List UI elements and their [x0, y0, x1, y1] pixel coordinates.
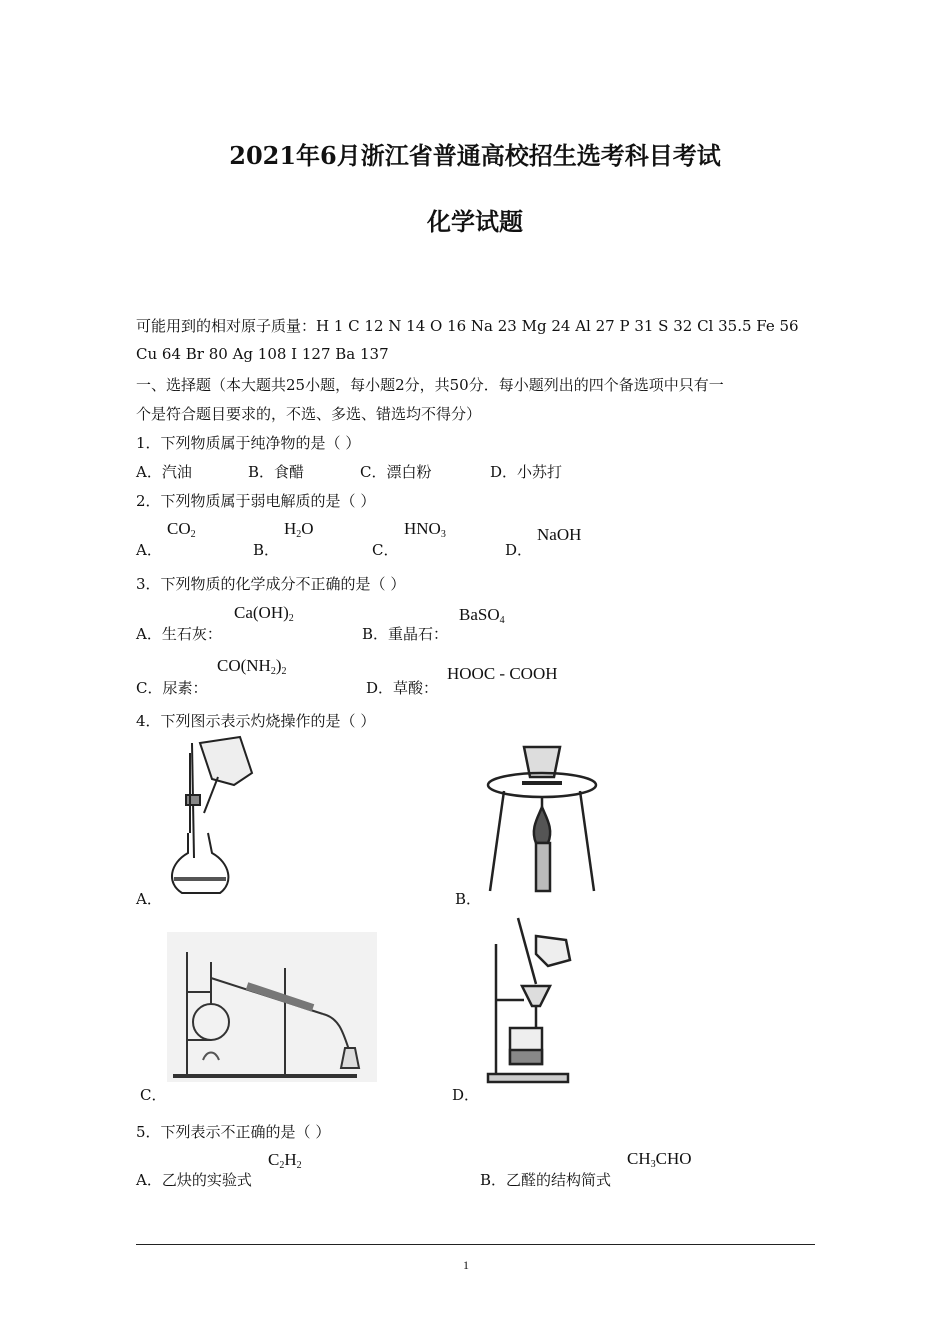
q5-option-b-label: B．乙醛的结构简式: [480, 1171, 612, 1189]
q4-option-a-label: A．: [136, 890, 162, 908]
q4-stem: 4．下列图示表示灼烧操作的是（ ）: [136, 712, 376, 730]
q5-formula-b: $CH_3CHO$: [627, 1149, 692, 1170]
figure-a-flask-pouring: [160, 733, 260, 898]
q2-formula-c: $HNO_3$: [404, 519, 446, 540]
q3-formula-d: HOOC - COOH: [447, 664, 558, 683]
q2-option-b-label: B．: [253, 541, 280, 559]
q5-option-a-label: A．乙炔的实验式: [136, 1171, 252, 1189]
q3-formula-c: $CO(NH_2)_2$: [217, 656, 287, 677]
q3-option-c-label: C．尿素：: [136, 679, 208, 697]
figure-d-filtration: [484, 914, 584, 1084]
q4-option-b-label: B．: [455, 890, 482, 908]
q4-option-d-label: D．: [452, 1086, 480, 1104]
q3-option-a-label: A．生石灰：: [136, 625, 222, 643]
q3-formula-b: BaSO$_4$: [459, 605, 505, 626]
q2-formula-a: $CO_2$: [167, 519, 196, 540]
q1-option-d: D．小苏打: [490, 463, 563, 481]
q2-option-a-label: A．: [136, 541, 162, 559]
q1-option-c: C．漂白粉: [360, 463, 432, 481]
q1-option-a: A．汽油: [136, 463, 192, 481]
section-heading-line-2: 个是符合题目要求的，不选、多选、错选均不得分）: [136, 405, 482, 423]
q2-option-d-label: D．: [505, 541, 533, 559]
q3-formula-a: $Ca(OH)_2$: [234, 603, 294, 624]
q5-stem: 5．下列表示不正确的是（ ）: [136, 1123, 331, 1141]
atomic-mass-line-1: 可能用到的相对原子质量：H 1 C 12 N 14 O 16 Na 23 Mg 24 Al 27 P 31 S 32 Cl 35.5 Fe 56: [136, 317, 799, 335]
q3-stem: 3．下列物质的化学成分不正确的是（ ）: [136, 575, 406, 593]
footer-divider: [136, 1244, 815, 1245]
q4-option-c-label: C．: [140, 1086, 167, 1104]
q2-option-c-label: C．: [372, 541, 399, 559]
q2-formula-b: $H_2O$: [284, 519, 314, 540]
figure-c-distillation: [167, 932, 377, 1082]
q3-option-d-label: D．草酸：: [366, 679, 439, 697]
q2-stem: 2．下列物质属于弱电解质的是（ ）: [136, 492, 376, 510]
q5-formula-a: $C_2H_2$: [268, 1150, 302, 1171]
page-subtitle: 化学试题: [427, 207, 523, 236]
atomic-mass-line-2: Cu 64 Br 80 Ag 108 I 127 Ba 137: [136, 345, 389, 363]
figure-b-crucible-tripod: [482, 733, 602, 898]
q1-stem: 1．下列物质属于纯净物的是（ ）: [136, 434, 361, 452]
q2-formula-d: NaOH: [537, 525, 582, 544]
q3-option-b-label: B．重晶石：: [362, 625, 449, 643]
page-title: 2021年6月浙江省普通高校招生选考科目考试: [229, 141, 721, 170]
page-number: 1: [463, 1258, 469, 1272]
q1-option-b: B．食醋: [248, 463, 305, 481]
section-heading-line-1: 一、选择题（本大题共25小题，每小题2分，共50分．每小题列出的四个备选项中只有一: [136, 376, 724, 394]
